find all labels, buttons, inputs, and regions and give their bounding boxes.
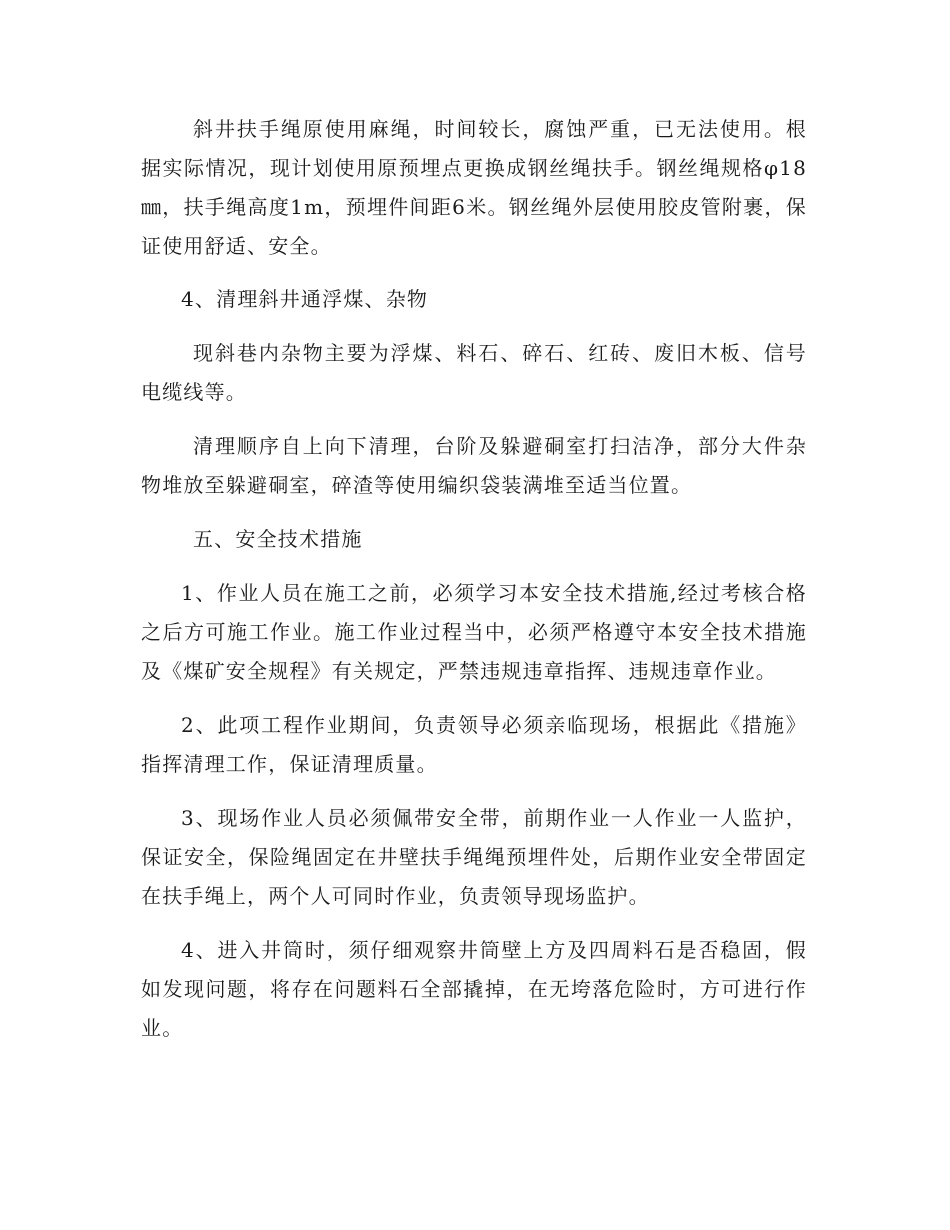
paragraph-safety-item-2: 2、此项工程作业期间，负责领导必须亲临现场，根据此《措施》指挥清理工作，保证清理质量。: [141, 713, 807, 776]
paragraph-safety-item-3: 3、现场作业人员必须佩带安全带，前期作业一人作业一人监护，保证安全，保险绳固定在井壁扶手绳绳预埋件处，后期作业安全带固定在扶手绳上，两个人可同时作业，负责领导现场监护。: [141, 806, 807, 908]
paragraph-safety-item-4: 4、进入井筒时，须仔细观察井筒壁上方及四周料石是否稳固，假如发现问题，将存在问题料石全部撬掉，在无垮落危险时，方可进行作业。: [141, 938, 807, 1040]
paragraph-handrail-rope: 斜井扶手绳原使用麻绳，时间较长，腐蚀严重，已无法使用。根据实际情况，现计划使用原预埋点更换成钢丝绳扶手。钢丝绳规格φ18㎜，扶手绳高度1m，预埋件间距6米。钢丝绳外层使用胶皮管附裹，保证使用舒适、安全。: [141, 117, 807, 258]
paragraph-cleaning-order: 清理顺序自上向下清理，台阶及躲避硐室打扫洁净，部分大件杂物堆放至躲避硐室，碎渣等使用编织袋装满堆至适当位置。: [141, 434, 807, 497]
paragraph-safety-item-1: 1、作业人员在施工之前，必须学习本安全技术措施,经过考核合格之后方可施工作业。施工作业过程当中，必须严格遵守本安全技术措施及《煤矿安全规程》有关规定，严禁违规违章指挥、违规违章作业。: [141, 581, 807, 683]
section-heading-safety-measures: 五、安全技术措施: [193, 527, 363, 551]
paragraph-debris-contents: 现斜巷内杂物主要为浮煤、料石、碎石、红砖、废旧木板、信号电缆线等。: [141, 341, 807, 404]
document-body: [141, 110, 807, 1048]
section-heading-clean-debris: 4、清理斜井通浮煤、杂物: [181, 287, 429, 311]
